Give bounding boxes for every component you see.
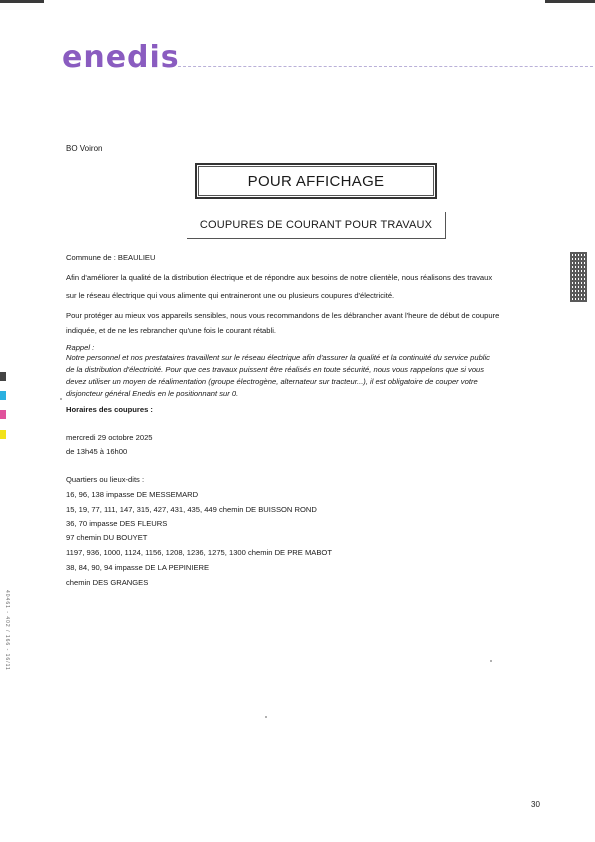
- protect-line-2: indiquée, et de ne les rebrancher qu'une fois le courant rétabli.: [66, 326, 276, 335]
- protect-line-1: Pour protéger au mieux vos appareils sensibles, nous vous recommandons de les débrancher avant l'heure de début de coupure: [66, 311, 500, 320]
- swatch-cyan: [0, 391, 6, 400]
- rappel-line-4: disjoncteur général Enedis en le positionnant sur 0.: [66, 389, 239, 398]
- rappel-label: Rappel :: [66, 343, 95, 352]
- swatch-yellow: [0, 430, 6, 439]
- crop-mark-right: [545, 0, 595, 3]
- intro-line-2: sur le réseau électrique qui vous alimente qui entraineront une ou plusieurs coupures d'électricité.: [66, 291, 395, 300]
- qr-code-pattern: [570, 252, 587, 302]
- sender-label: BO Voiron: [66, 144, 103, 153]
- page-title: POUR AFFICHAGE: [247, 172, 385, 190]
- enedis-logo: enedis: [62, 40, 180, 75]
- title-box: [195, 163, 437, 199]
- swatch-black: [0, 372, 6, 381]
- quartier-item: 38, 84, 90, 94 impasse DE LA PEPINIERE: [66, 563, 210, 572]
- rappel-line-1: Notre personnel et nos prestataires travaillent sur le réseau électrique afin d'assurer la qualité et la continuité du service public: [66, 353, 490, 362]
- intro-line-1: Afin d'améliorer la qualité de la distribution électrique et de répondre aux besoins de notre clientèle, nous réalisons des travaux: [66, 273, 493, 282]
- subtitle-box: [187, 212, 446, 239]
- horaires-label: Horaires des coupures :: [66, 405, 153, 414]
- scan-speck: [490, 660, 492, 662]
- quartier-item: 1197, 936, 1000, 1124, 1156, 1208, 1236, 1275, 1300 chemin DE PRE MABOT: [66, 548, 332, 557]
- quartier-item: chemin DES GRANGES: [66, 578, 149, 587]
- quartier-item: 15, 19, 77, 111, 147, 315, 427, 431, 435, 449 chemin DE BUISSON ROND: [66, 505, 317, 514]
- side-code: 40461 - 402 / 166 - 16/11: [4, 590, 10, 671]
- scan-speck: [265, 716, 267, 718]
- horaires-date: mercredi 29 octobre 2025: [66, 433, 153, 442]
- page-subtitle: COUPURES DE COURANT POUR TRAVAUX: [199, 219, 433, 231]
- quartiers-label: Quartiers ou lieux-dits :: [66, 475, 145, 484]
- page-number: 30: [531, 800, 540, 809]
- quartier-item: 36, 70 impasse DES FLEURS: [66, 519, 168, 528]
- horaires-time: de 13h45 à 16h00: [66, 447, 128, 456]
- logo-rule: [178, 66, 595, 67]
- quartier-item: 97 chemin DU BOUYET: [66, 533, 148, 542]
- qr-code: [570, 252, 587, 302]
- scan-speck: [60, 398, 62, 400]
- rappel-line-3: devez utiliser un moyen de réalimentation (groupe électrogène, alternateur sur tracteur...), il est obligatoire de couper votre: [66, 377, 478, 386]
- swatch-magenta: [0, 410, 6, 419]
- rappel-line-2: de la distribution d'électricité. Pour que ces travaux puissent être réalisés en toute sécurité, nous vous rappelons que si vous: [66, 365, 485, 374]
- crop-mark-left: [0, 0, 44, 3]
- quartier-item: 16, 96, 138 impasse DE MESSEMARD: [66, 490, 199, 499]
- commune-line: Commune de : BEAULIEU: [66, 253, 156, 262]
